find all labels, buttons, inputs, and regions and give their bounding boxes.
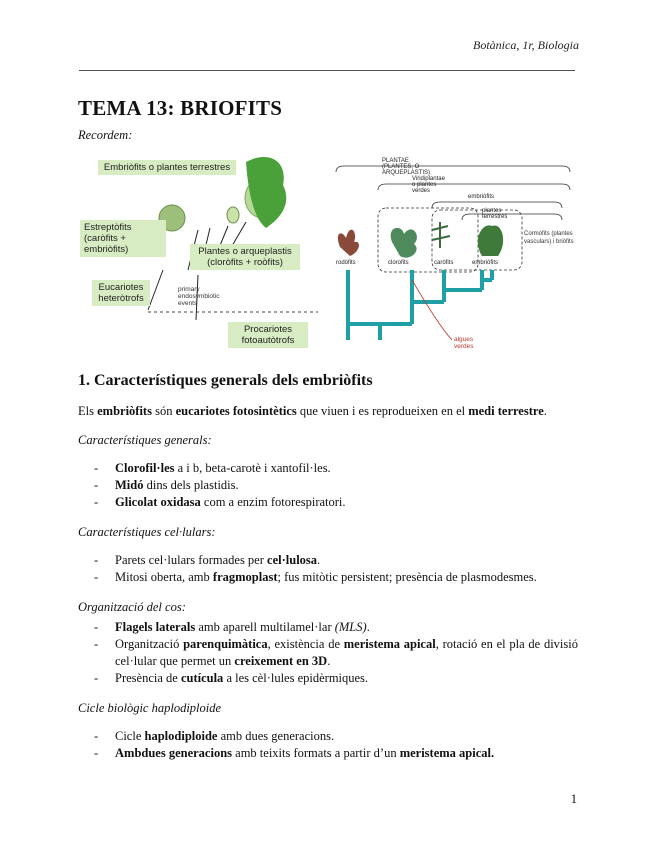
header-divider [79, 70, 575, 71]
item-run: meristema apical [343, 637, 436, 651]
group-heading: Característiques cel·lulars: [78, 525, 216, 539]
intro-run: medi terrestre [468, 404, 544, 418]
land-plant-icon [478, 225, 503, 256]
dash-bullet: - [94, 553, 99, 567]
group-heading: Organització del cos: [78, 600, 186, 614]
item-run: amb dues generacions. [217, 729, 335, 743]
item-run: a les cèl·lules epidèrmiques. [223, 671, 369, 685]
list-item [78, 552, 578, 569]
item-run: ; fus mitòtic persistent; presència de plasmodesmes. [277, 570, 537, 584]
brackets [336, 166, 570, 220]
taxon-carofits: caròfits [434, 260, 454, 266]
endosymbiosis-label: primary endosymbiotic events [178, 286, 220, 307]
item-run: haplodiploide [144, 729, 218, 743]
section-1-intro [78, 404, 578, 419]
viridiplantae-label: Viridiplantae o plantes verdes [412, 176, 445, 194]
characteristic-groups [78, 433, 578, 762]
item-run: . [366, 620, 370, 634]
list-item [78, 494, 578, 511]
dash-bullet: - [94, 746, 99, 760]
intro-run: Els [78, 404, 98, 418]
item-run: Organització [115, 637, 184, 651]
cell-icon [227, 207, 239, 223]
bullet-list [78, 460, 578, 511]
dash-bullet: - [94, 729, 99, 743]
recordem-label: Recordem: [78, 128, 133, 142]
item-run: , existència de [267, 637, 344, 651]
box-embriofits: Embriòfits o plantes terrestres [98, 160, 236, 175]
list-item [78, 728, 578, 745]
group-heading: Cicle biològic haplodiploide [78, 701, 222, 715]
item-run: meristema apical. [399, 746, 495, 760]
dash-bullet: - [94, 495, 99, 509]
red-algae-icon [338, 230, 359, 256]
item-run: . [327, 654, 331, 668]
item-run: , rotació en el pla de divisió cel·lular que permet un [115, 637, 578, 668]
box-estreptofits: Estreptòfits (caròfits + embriòfits) [80, 220, 166, 257]
moss-icon [246, 157, 286, 228]
item-run: Flagels laterals [115, 620, 196, 634]
item-run: (MLS) [334, 620, 367, 634]
green-algae-icon [391, 228, 417, 258]
section-1 [78, 372, 578, 762]
item-run: Mitosi oberta, amb [115, 570, 213, 584]
item-run: cel·lulosa [267, 553, 318, 567]
intro-run: són [151, 404, 176, 418]
header-course: Botànica, 1r, Biologia [473, 38, 579, 52]
item-run: creixement en 3D [234, 654, 328, 668]
list-item [78, 477, 578, 494]
charophyte-plant-icon [432, 222, 450, 248]
dash-bullet: - [94, 620, 99, 634]
intro-run: eucariotes fotosintètics [175, 404, 297, 418]
dash-bullet: - [94, 478, 99, 492]
intro-run: que viuen i es reprodueixen en el [296, 404, 469, 418]
page-title: TEMA 13: BRIOFITS [78, 96, 283, 120]
item-run: fragmoplast [212, 570, 278, 584]
box-procariotes: Procariotes fotoautòtrofs [228, 322, 308, 348]
item-run: Glicolat oxidasa [115, 495, 201, 509]
item-run: Clorofil·les [115, 461, 175, 475]
list-item [78, 636, 578, 670]
item-run: cutícula [180, 671, 224, 685]
bullet-list [78, 619, 578, 687]
dash-bullet: - [94, 671, 99, 685]
item-run: Parets cel·lulars formades per [115, 553, 268, 567]
item-run: a i b, beta-carotè i xantofil·les. [174, 461, 331, 475]
item-run: Ambdues generacions [115, 746, 233, 760]
taxon-rodofits: rodòfits [336, 260, 356, 266]
intro-run: . [543, 404, 547, 418]
item-run: com a enzim fotorespiratori. [200, 495, 346, 509]
list-item [78, 569, 578, 586]
item-run: amb teixits formats a partir d’un [232, 746, 400, 760]
dash-bullet: - [94, 637, 99, 651]
phylogeny-tree [332, 152, 582, 352]
item-run: Cicle [115, 729, 145, 743]
side-note: Cormòfits (plantes vasculars) i briòfits [524, 231, 574, 245]
dash-bullet: - [94, 461, 99, 475]
item-run: parenquimàtica [183, 637, 268, 651]
intro-run: embriòfits [97, 404, 152, 418]
box-plantes: Plantes o arqueplastis (cloròfits + roòfits) [190, 244, 300, 270]
list-item [78, 460, 578, 477]
section-1-title: 1. Característiques generals dels embriòfits [78, 372, 373, 389]
tree-branches [348, 270, 492, 340]
terrestrial-label: plantes terrestres [482, 208, 508, 220]
embriofits-label: embriòfits [468, 194, 495, 200]
bullet-list [78, 728, 578, 762]
plantae-label: PLANTAE (PLANTES, O ARQUEPLASTIS) [382, 158, 431, 176]
algues-verdes-label: algues verdes [454, 336, 474, 350]
item-run: dins dels plastidis. [143, 478, 239, 492]
item-run: Midó [115, 478, 144, 492]
taxon-embriofits: embriòfits [472, 260, 499, 266]
list-item [78, 745, 578, 762]
box-eucariotes: Eucariotes heteròtrofs [92, 280, 150, 306]
group-heading: Característiques generals: [78, 433, 212, 447]
dash-bullet: - [94, 570, 99, 584]
item-run: Presència de [115, 671, 181, 685]
item-run: . [317, 553, 321, 567]
item-run: amb aparell multilamel·lar [195, 620, 335, 634]
page-number: 1 [570, 792, 577, 806]
list-item [78, 619, 578, 636]
list-item [78, 670, 578, 687]
bullet-list [78, 552, 578, 586]
taxon-clorofits: clorofits [388, 260, 409, 266]
